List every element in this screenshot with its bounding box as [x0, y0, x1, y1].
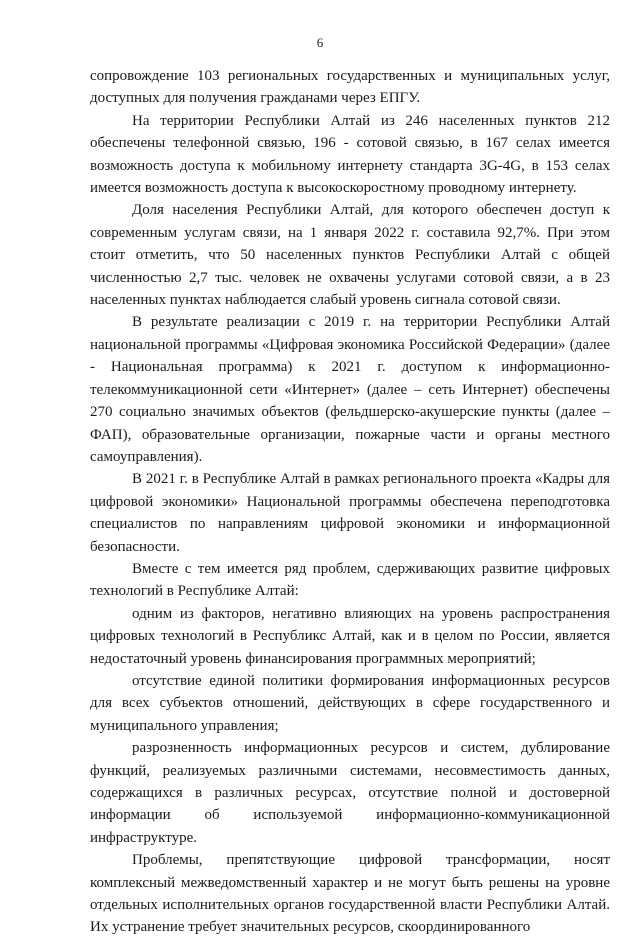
paragraph-national-program: В результате реализации с 2019 г. на территории Республики Алтай национальной программы «Цифровая экономика Российской Федерации» (далее - Национальная программа) к 2021 г. доступом к информационно-телекоммуникационной сети «Интернет» (далее – сеть Интернет) обеспечены 270 социально значимых объектов (фельдшерско-акушерские пункты (далее – ФАП), образовательные организации, пожарные части и органы местного самоуправления). [90, 314, 610, 465]
page-number: 6 [316, 35, 324, 50]
paragraph-settlements-coverage: На территории Республики Алтай из 246 населенных пунктов 212 обеспечены телефонной связью, 196 - сотовой связью, в 167 селах имеется возможность доступа к мобильному интернету стандарта 3G-4G, в 153 селах имеется возможность доступа к высокоскоростному проводному интернету. [90, 112, 610, 197]
paragraph-regional-project: В 2021 г. в Республике Алтай в рамках регионального проекта «Кадры для цифровой экономики» Национальной программы обеспечена переподготовка специалистов по направлениям цифровой экономики и информационной безопасности. [90, 471, 610, 555]
paragraph-population-share: Доля населения Республики Алтай, для которого обеспечен доступ к современным услугам связи, на 1 января 2022 г. составила 92,7%. При этом стоит отметить, что 50 населенных пунктов Республики Алтай с общей численностью 2,7 тыс. человек не охвачены услугами сотовой связи, а в 23 населенных пунктах наблюдается слабый уровень сигнала сотовой связи. [90, 202, 610, 309]
paragraph-problem-fragmentation: разрозненность информационных ресурсов и систем, дублирование функций, реализуемых различными системами, несовместимость данных, содержащихся в различных ресурсах, отсутствие полной и достоверной информации об используемой информационно-коммуникационной инфраструктуре. [90, 740, 610, 846]
paragraph-continuation: сопровождение 103 региональных государственных и муниципальных услуг, доступных для получения гражданами через ЕПГУ. [90, 68, 610, 107]
document-body [90, 65, 610, 939]
paragraph-problem-policy: отсутствие единой политики формирования информационных ресурсов для всех субъектов отношений, действующих в сфере государственного и муниципального управления; [90, 672, 610, 734]
paragraph-problems-intro: Вместе с тем имеется ряд проблем, сдерживающих развитие цифровых технологий в Республике Алтай: [90, 560, 610, 600]
paragraph-problem-financing: одним из факторов, негативно влияющих на уровень распространения цифровых технологий в Республикс Алтай, как и в целом по России, является недостаточный уровень финансирования программных мероприятий; [90, 605, 610, 667]
paragraph-problems-conclusion: Проблемы, препятствующие цифровой трансформации, носят комплексный межведомственный характер и не могут быть решены на уровне отдельных исполнительных органов государственной власти Республики Алтай. Их устранение требует значительных ресурсов, скоординированного [90, 852, 610, 936]
